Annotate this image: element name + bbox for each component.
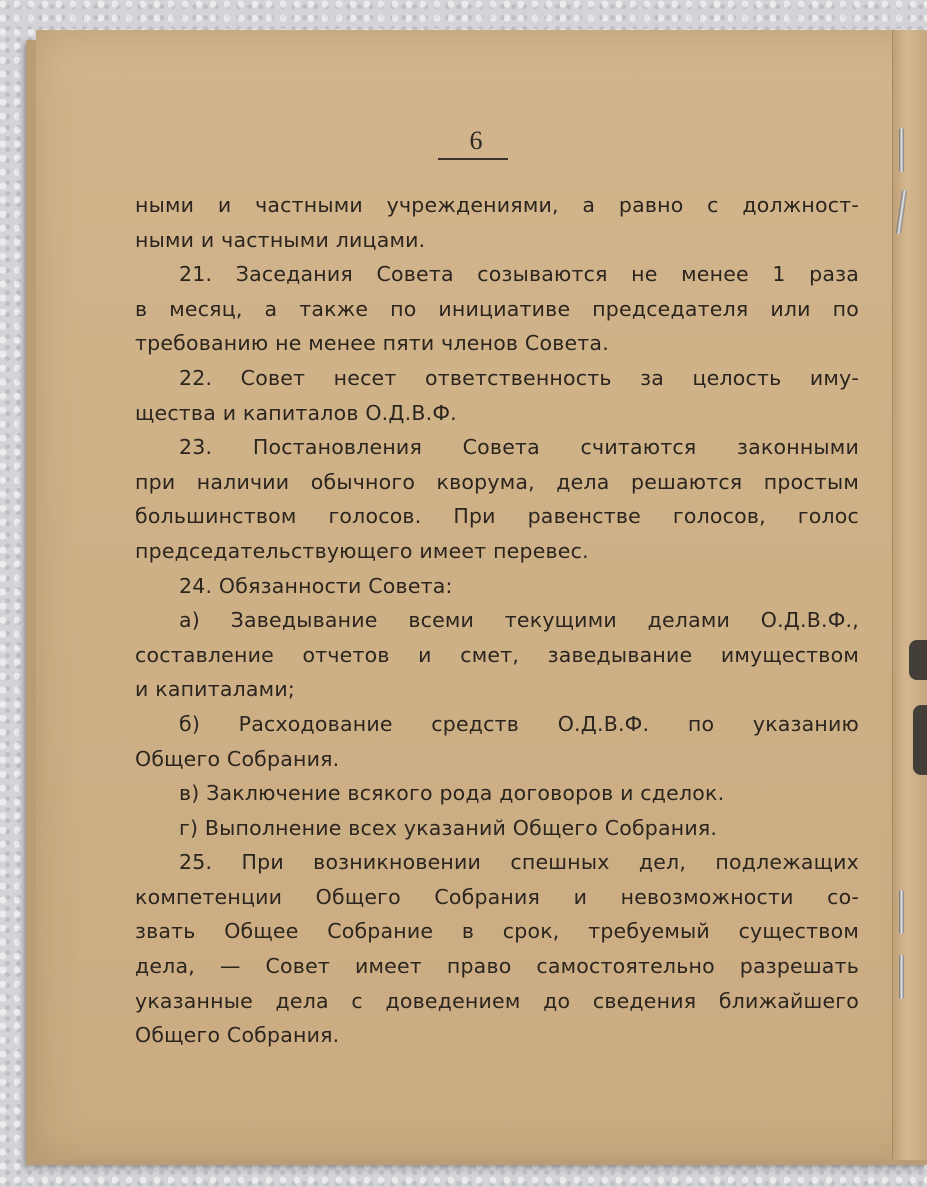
page-number: 6 (469, 126, 483, 155)
ink-mark (909, 640, 927, 680)
binding-strip (892, 30, 927, 1160)
text-line: Общего Собрания. (135, 1023, 340, 1048)
text-line: компетенции Общего Собрания и невозможности со- (135, 884, 859, 909)
text-line: в месяц, а также по инициативе председателя или по (135, 296, 859, 321)
page-number-underline (438, 158, 508, 160)
text-line: составление отчетов и смет, заведывание имуществом (135, 642, 859, 667)
text-line: щества и капиталов О.Д.В.Ф. (135, 400, 457, 425)
staple-upper (896, 190, 907, 234)
text-line: ными и частными учреждениями, а равно с должност- (135, 193, 859, 217)
staple-bottom (899, 955, 904, 999)
text-line: звать Общее Собрание в срок, требуемый существом (135, 919, 859, 944)
ink-mark (913, 705, 927, 775)
staple-lower (899, 890, 904, 934)
paragraph-22: 22. Совет несет ответственность за целость иму- (179, 365, 859, 390)
text-line: при наличии обычного кворума, дела решаются простым (135, 469, 859, 494)
paragraph-23: 23. Постановления Совета считаются законными (179, 435, 859, 460)
paragraph-21: 21. Заседания Совета созываются не менее 1 раза (179, 262, 859, 287)
document-page (36, 30, 927, 1160)
text-line: дела, — Совет имеет право самостоятельно разрешать (135, 954, 859, 979)
body-text (135, 188, 859, 1053)
item-g: г) Выполнение всех указаний Общего Собрания. (179, 815, 718, 840)
text-line: указанные дела с доведением до сведения ближайшего (135, 988, 859, 1013)
text-line: и капиталами; (135, 677, 295, 702)
text-line: большинством голосов. При равенстве голосов, голос (135, 504, 859, 529)
item-v: в) Заключение всякого рода договоров и сделок. (179, 781, 725, 806)
text-line: требованию не менее пяти членов Совета. (135, 331, 609, 356)
text-line: Общего Собрания. (135, 746, 340, 771)
paragraph-25: 25. При возникновении спешных дел, подлежащих (179, 850, 859, 875)
item-b: б) Расходование средств О.Д.В.Ф. по указанию (179, 711, 859, 736)
text-line: председательствующего имеет перевес. (135, 538, 589, 563)
text-line: ными и частными лицами. (135, 227, 426, 252)
paragraph-24: 24. Обязанности Совета: (179, 573, 453, 598)
item-a: а) Заведывание всеми текущими делами О.Д.В.Ф., (179, 608, 859, 633)
